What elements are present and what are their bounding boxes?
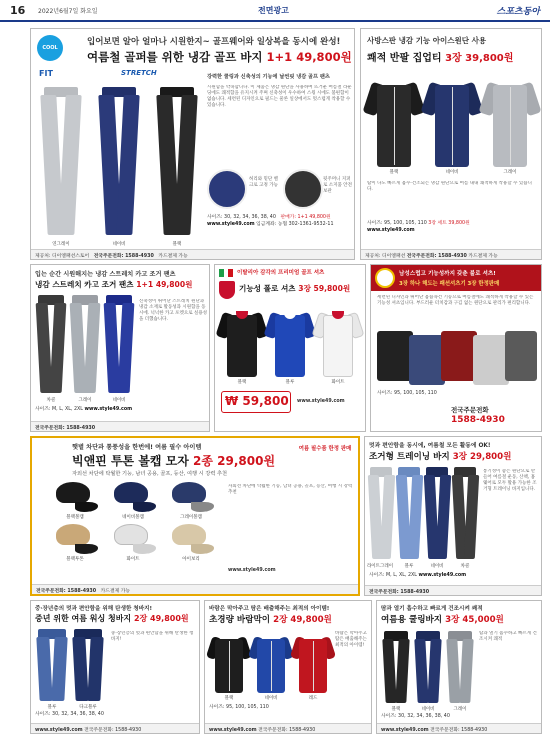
callout-waist: 허리와 밑단 벨크로 고정 가능 (249, 177, 278, 189)
product-image-training-navy (425, 467, 449, 561)
order-bar (32, 584, 358, 594)
color-label: 연그레이 (52, 242, 70, 247)
product-image-cap-gray (168, 482, 214, 512)
ad-polo-shirts (214, 264, 366, 432)
ad-title-text: 기능성 폴로 셔츠 (239, 284, 299, 293)
ad-tagline: 햇볕 차단과 통풍성을 한번에! 여름 필수 아이템 (72, 444, 202, 451)
order-phone: 전국주문전화: 1588-4930 (430, 728, 488, 733)
italy-flag-icon (219, 269, 233, 277)
color-label: 다크블루 (79, 705, 97, 710)
ad-functional-shirt (370, 264, 542, 432)
color-label: 그레이 (78, 398, 92, 403)
color-label: 아이보리 (182, 557, 200, 562)
ad-title-price: 2장 49,800원 (133, 614, 189, 623)
product-image-training-lightgray (369, 467, 393, 561)
color-label: 블랙 (391, 707, 401, 712)
ad-title-text: 냉감 스트레치 카고 조거 팬츠 (35, 280, 137, 289)
color-label: 화이트 (126, 557, 140, 562)
product-image-shirt-gray (483, 77, 537, 167)
product-image-shirt-stack (377, 331, 537, 387)
ad-title-price: 3장 39,800원 (445, 53, 514, 64)
color-label: 네이비 (264, 696, 278, 701)
price-note: 3장 세트 39,800원 (428, 221, 470, 226)
color-label: 라이트그레이 (366, 564, 394, 569)
color-label: 네이비 (112, 242, 126, 247)
ad-title (35, 613, 189, 624)
price-note: 판매가: 1+1 49,800원 (280, 215, 331, 220)
newspaper-logo: 스포츠동아 (496, 7, 540, 17)
color-label: 네이비볼캡 (122, 515, 144, 520)
product-description: 세련된 디자인과 뛰어난 흡습속건 기능으로 여름철에도 쾌적하게 착용할 수 있는 기능성 셔츠입니다. 부드러운 터치감과 구김 없는 원단으로 관리가 편리합니다. (377, 295, 534, 307)
ad-title (381, 613, 504, 625)
product-image-jacket-black (209, 631, 249, 693)
product-image-jacket-red (293, 631, 333, 693)
color-label: 그레이 (453, 707, 467, 712)
order-info (207, 215, 352, 229)
ad-title (239, 283, 350, 294)
supplier: 제공처: 디이엘패션 (365, 254, 406, 259)
website-link[interactable]: www.style49.com (367, 227, 415, 233)
section-name: 전면광고 (258, 6, 289, 15)
order-info (369, 573, 541, 580)
ad-title (72, 452, 275, 469)
product-image-shirt-navy (425, 77, 479, 167)
color-label: 네이비 (445, 170, 459, 175)
sizes-text: 사이즈: 95, 100, 105, 110 (367, 221, 427, 226)
detail-photo-pocket (283, 169, 323, 209)
ad-title (35, 279, 209, 290)
product-image-polo-white (315, 307, 361, 377)
color-label: 네이비 (112, 398, 126, 403)
product-image-cooling-navy (415, 631, 441, 705)
product-image-jogger-gray (71, 295, 99, 395)
brand-circle-logo (375, 268, 395, 288)
color-label: 블랙 (389, 170, 399, 175)
ad-title-price: 1+1 49,800원 (136, 280, 193, 289)
subheading: 강력한 쿨링과 신축성의 기능에 날씬핏 냉감 골프 팬츠 (207, 74, 330, 80)
ad-tagline: 멋과 편안함을 동시에, 여름철 모든 활동에 OK! (369, 443, 491, 449)
ad-title-text: 여름철 골퍼를 위한 냉감 골프 바지 (87, 50, 267, 64)
card-payment: 카드결제 가능 (158, 254, 188, 259)
product-image-shirt-black (367, 77, 421, 167)
order-phone: 전국주문전화: 1588-4930 (93, 254, 154, 259)
ad-tagline: 땀과 열기 흡수하고 빠르게 건조시켜 쾌적 (381, 606, 483, 612)
ad-ball-caps (30, 436, 360, 596)
product-description: 땀이 나도 빠르게 흡수·건조되는 냉감 원단으로 여름 내내 쾌적하게 착용할 수 있습니다. (367, 181, 532, 193)
callout-pocket: 뒷주머니 지퍼로 소지품 안전 보관 (323, 177, 352, 195)
website-link[interactable]: www.style49.com (209, 728, 257, 733)
order-bar (31, 249, 354, 259)
product-image-training-charcoal (453, 467, 477, 561)
issue-date: 2022년6월7일 화요일 (38, 8, 98, 15)
color-label: 그레이 (503, 170, 517, 175)
product-image-cooling-gray (447, 631, 473, 705)
ad-subline: 자외선 차단에 탁월한 기능, 남녀 공용, 골프, 등산, 여행 시 강력 추천 (72, 471, 228, 477)
color-label: 블랙 (172, 242, 182, 247)
order-bar (361, 249, 541, 259)
order-phone: 전국주문전화: 1588-4930 (35, 426, 96, 431)
ad-cargo-jogger (30, 264, 210, 432)
ad-tagline: 사방스판 냉감 기능 아이스원단 사용 (367, 36, 487, 45)
ad-title-price: 2종 29,800원 (193, 454, 276, 468)
stretch-label: STRETCH (121, 69, 157, 77)
order-bar (31, 421, 209, 431)
color-label: 화이트 (331, 380, 345, 385)
order-phone: 1588-4930 (451, 415, 505, 425)
ad-tagline: 이탈리아 감각의 프리미엄 골프 셔츠 (237, 270, 325, 276)
product-image-polo-black (219, 307, 265, 377)
ad-title-price: 2장 49,800원 (273, 615, 332, 625)
product-image-pants-gray (43, 87, 79, 237)
product-image-cooling-black (383, 631, 409, 705)
ad-title (367, 49, 513, 64)
website-link[interactable]: www.style49.com (228, 568, 276, 573)
promo-badge: 여름 필수품 한정 판매 (298, 446, 352, 452)
product-image-cap-white (110, 524, 156, 554)
color-label: 블랙 (237, 380, 247, 385)
website-link[interactable]: www.style49.com (297, 399, 345, 404)
order-label: 전국주문전화 (451, 406, 489, 414)
color-label: 블루 (404, 564, 414, 569)
ad-title (87, 49, 352, 65)
ad-title-price: 3장 29,800원 (452, 452, 512, 462)
product-image-jeans-blue (37, 629, 67, 703)
sizes-text: 사이즈: 95, 100, 105, 110 (377, 391, 437, 396)
product-image-polo-blue (267, 307, 313, 377)
product-description: 땀과 열기 흡수하고 빠르게 건조시켜 쾌적 (479, 631, 537, 643)
card-payment: 카드결제 가능 (468, 254, 498, 259)
product-image-cap-navy (110, 482, 156, 512)
order-phone: 전국주문전화: 1588-4930 (36, 589, 97, 594)
website-link[interactable]: www.style49.com (35, 728, 83, 733)
ad-golf-pants (30, 28, 355, 260)
order-bar (205, 723, 371, 733)
product-description: 신축성이 뛰어난 스트레치 원단과 냉감 소재로 활동성과 시원함을 동시에. 넉넉한 카고 포켓으로 실용성을 더했습니다. (139, 299, 207, 323)
ad-title-text: 쾌적 반팔 집업티 (367, 53, 446, 64)
color-label: 블루 (47, 705, 57, 710)
ad-title (209, 613, 332, 625)
color-label: 그레이볼캡 (180, 515, 202, 520)
product-image-cap-ivory (168, 524, 214, 554)
order-bar (377, 723, 541, 733)
order-info (367, 221, 539, 235)
sizes-text: 사이즈: M, L, XL, 2XL (369, 573, 417, 578)
ad-washed-jeans (30, 600, 200, 734)
cool-badge: COOL (37, 35, 63, 61)
ad-zipup-shirts (360, 28, 542, 260)
product-description: 자외선 차단에 탁월한 기능, 남녀 공용, 골프, 등산, 여행 시 강력 추천 (228, 484, 353, 496)
sizes-text: 사이즈: 30, 32, 34, 36, 38, 40 (381, 714, 450, 719)
color-label: 차콜 (460, 564, 470, 569)
page-header (0, 0, 550, 22)
ad-title-price: 3장 59,800원 (298, 284, 351, 293)
ad-title-text: 조거형 트레이닝 바지 (369, 452, 453, 462)
sizes-text: 사이즈: 30, 32, 34, 36, 38, 40 (207, 215, 276, 220)
card-payment: 카드결제 가능 (100, 589, 130, 594)
ad-training-pants (364, 436, 542, 596)
banner-line-1: 남성스럽고 기능성까지 갖춘 불로 셔츠! (399, 271, 496, 277)
order-phone: 전국주문전화: 1588-4930 (258, 728, 316, 733)
ad-tagline: 입어보면 알아 얼마나 시원한지~ 골프웨어와 일상복을 동시에 완성! (87, 37, 341, 47)
product-image-training-blue (397, 467, 421, 561)
supplier: 제공처: 디이엘패션스토어 (35, 254, 90, 259)
order-bar (31, 723, 199, 733)
detail-photo-waist (207, 169, 247, 209)
order-info (35, 712, 199, 719)
ad-cooling-pants (376, 600, 542, 734)
order-phone: 전국주문전화: 1588-4930 (369, 590, 430, 595)
color-label: 블랙투톤 (66, 557, 84, 562)
product-image-jogger-charcoal (37, 295, 65, 395)
ad-tagline: 입는 순간 시원해지는 냉감 스트레치 카고 조거 팬츠 (35, 271, 176, 278)
color-label: 네이비 (430, 564, 444, 569)
color-label: 블랙볼캡 (66, 515, 84, 520)
ad-title-text: 여름용 쿨링바지 (381, 615, 446, 625)
price-big: ₩ 59,800 (225, 394, 289, 408)
ad-title-text: 빅앤핀 투톤 볼캡 모자 (72, 454, 194, 468)
product-image-cap-black (52, 482, 98, 512)
account-info: 입금계좌: 농협 302-1361-9532-11 (256, 221, 334, 227)
color-label: 차콜 (46, 398, 56, 403)
product-image-pants-black (159, 87, 195, 237)
product-description: 중·장년층의 멋과 편안함을 위해 탄생한 청바지! (111, 631, 194, 643)
ad-title-text: 초경량 바람막이 (209, 615, 274, 625)
brand-shield-logo (219, 281, 235, 299)
order-bar (365, 585, 541, 595)
order-phone: 전국주문전화: 1588-4930 (406, 254, 467, 259)
website-link[interactable]: www.style49.com (84, 407, 133, 412)
website-link[interactable]: www.style49.com (207, 221, 255, 227)
product-image-jeans-darkblue (73, 629, 103, 703)
sizes-text: 사이즈: 30, 32, 34, 36, 38, 40 (35, 712, 104, 717)
color-label: 레드 (308, 696, 318, 701)
product-image-jacket-navy (251, 631, 291, 693)
color-label: 블루 (285, 380, 295, 385)
ad-windbreaker (204, 600, 372, 734)
ad-title-text: 중년 위한 여름 워싱 청바지 (35, 614, 134, 623)
ad-tagline: 중·장년층의 멋과 편안함을 위해 탄생한 청바지! (35, 606, 153, 612)
ad-title (369, 450, 511, 462)
product-image-jogger-navy (105, 295, 133, 395)
order-phone: 전국주문전화: 1588-4930 (84, 728, 142, 733)
product-image-pants-navy (101, 87, 137, 237)
banner-line-2: 3장 하나 해도는 패션셔츠기 3장 한정판매 (399, 281, 500, 287)
fit-label: FIT (39, 69, 53, 78)
page-number: 16 (10, 4, 26, 17)
product-image-cap-twotone (52, 524, 98, 554)
ad-title-price: 3장 45,000원 (445, 615, 504, 625)
sizes-text: 사이즈: M, L, XL, 2XL (35, 407, 83, 412)
product-description: 바람은 막아주고 땀은 배출해주는 최적의 아이템! (335, 631, 367, 649)
color-label: 네이비 (421, 707, 435, 712)
sizes-text: 사이즈: 95, 100, 105, 110 (209, 705, 269, 710)
website-link[interactable]: www.style49.com (418, 573, 467, 578)
ad-title-price: 1+1 49,800원 (266, 50, 352, 64)
color-label: 블랙 (224, 696, 234, 701)
ad-tagline: 바람은 막아주고 땀은 배출해주는 최적의 아이템! (209, 606, 330, 612)
order-info (35, 407, 207, 414)
website-link[interactable]: www.style49.com (381, 728, 429, 733)
product-description: 시원함을 약속합니다. 이 제품은 냉감 원단을 사용하여 뜨거운 여름철 라운딩에도 쾌적함을 유지시켜 주며 신축성이 우수하여 스윙 시에도 불편함이 없습니다. 세련된 디자인으로 필드는 물론 일상에서도 멋스럽게 착용할 수 있습니다. (207, 85, 352, 109)
product-description: 통기성이 좋은 원단으로 만들어 여름철 운동, 산책, 홈웨어로 모두 활용 가능한 조거형 트레이닝 바지입니다. (483, 469, 537, 493)
